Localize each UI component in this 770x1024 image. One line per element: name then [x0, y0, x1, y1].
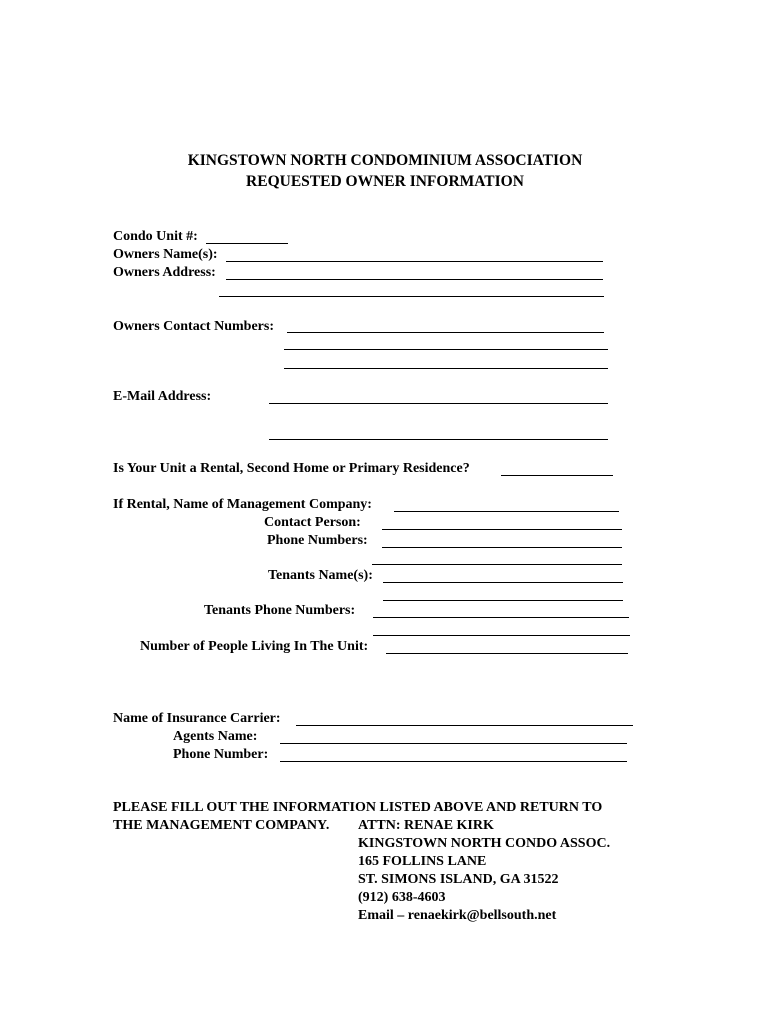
condo-unit-field[interactable]	[206, 243, 288, 244]
tenants-phone-label: Tenants Phone Numbers:	[204, 603, 356, 618]
email-field[interactable]	[269, 403, 608, 404]
contact-numbers-field-line2[interactable]	[284, 349, 608, 350]
owners-address-label: Owners Address:	[113, 265, 216, 280]
rental-phone-numbers-field[interactable]	[382, 547, 622, 548]
contact-numbers-field[interactable]	[287, 332, 604, 333]
agents-name-label: Agents Name:	[173, 729, 258, 744]
email-field-line2[interactable]	[269, 439, 608, 440]
return-instruction-line2: THE MANAGEMENT COMPANY.	[113, 818, 330, 833]
mgmt-company-label: If Rental, Name of Management Company:	[113, 497, 372, 512]
insurance-phone-field[interactable]	[280, 761, 627, 762]
insurance-phone-label: Phone Number:	[173, 747, 269, 762]
people-living-field[interactable]	[386, 653, 628, 654]
contact-person-label: Contact Person:	[264, 515, 361, 530]
rental-phone-numbers-label: Phone Numbers:	[267, 533, 368, 548]
owners-address-field-line2[interactable]	[219, 296, 604, 297]
tenants-names-field-line2[interactable]	[383, 600, 623, 601]
owners-names-label: Owners Name(s):	[113, 247, 218, 262]
agents-name-field[interactable]	[280, 743, 627, 744]
tenants-names-label: Tenants Name(s):	[268, 568, 373, 583]
contact-numbers-field-line3[interactable]	[284, 368, 608, 369]
tenants-names-field[interactable]	[383, 582, 623, 583]
residence-question: Is Your Unit a Rental, Second Home or Primary Residence?	[113, 461, 470, 476]
condo-unit-label: Condo Unit #:	[113, 229, 198, 244]
email-label: E-Mail Address:	[113, 389, 212, 404]
residence-field[interactable]	[501, 475, 613, 476]
owners-names-field[interactable]	[226, 261, 603, 262]
form-title-line2: REQUESTED OWNER INFORMATION	[246, 173, 524, 190]
contact-email[interactable]: Email – renaekirk@bellsouth.net	[358, 908, 557, 923]
form-title-line1: KINGSTOWN NORTH CONDOMINIUM ASSOCIATION	[187, 152, 583, 169]
rental-phone-numbers-field-line2[interactable]	[372, 564, 622, 565]
contact-phone: (912) 638-4603	[358, 890, 446, 905]
street-address: 165 FOLLINS LANE	[358, 854, 487, 869]
attn-line: ATTN: RENAE KIRK	[358, 818, 494, 833]
city-state-zip: ST. SIMONS ISLAND, GA 31522	[358, 872, 559, 887]
owners-address-field[interactable]	[226, 279, 603, 280]
org-name: KINGSTOWN NORTH CONDO ASSOC.	[358, 836, 611, 851]
contact-numbers-label: Owners Contact Numbers:	[113, 319, 274, 334]
mgmt-company-field[interactable]	[394, 511, 619, 512]
return-instruction-line1: PLEASE FILL OUT THE INFORMATION LISTED ABOVE AND RETURN TO	[113, 800, 603, 815]
people-living-label: Number of People Living In The Unit:	[140, 639, 369, 654]
insurance-carrier-label: Name of Insurance Carrier:	[113, 711, 281, 726]
insurance-carrier-field[interactable]	[296, 725, 633, 726]
contact-person-field[interactable]	[382, 529, 622, 530]
tenants-phone-field-line2[interactable]	[373, 635, 630, 636]
tenants-phone-field[interactable]	[373, 617, 629, 618]
